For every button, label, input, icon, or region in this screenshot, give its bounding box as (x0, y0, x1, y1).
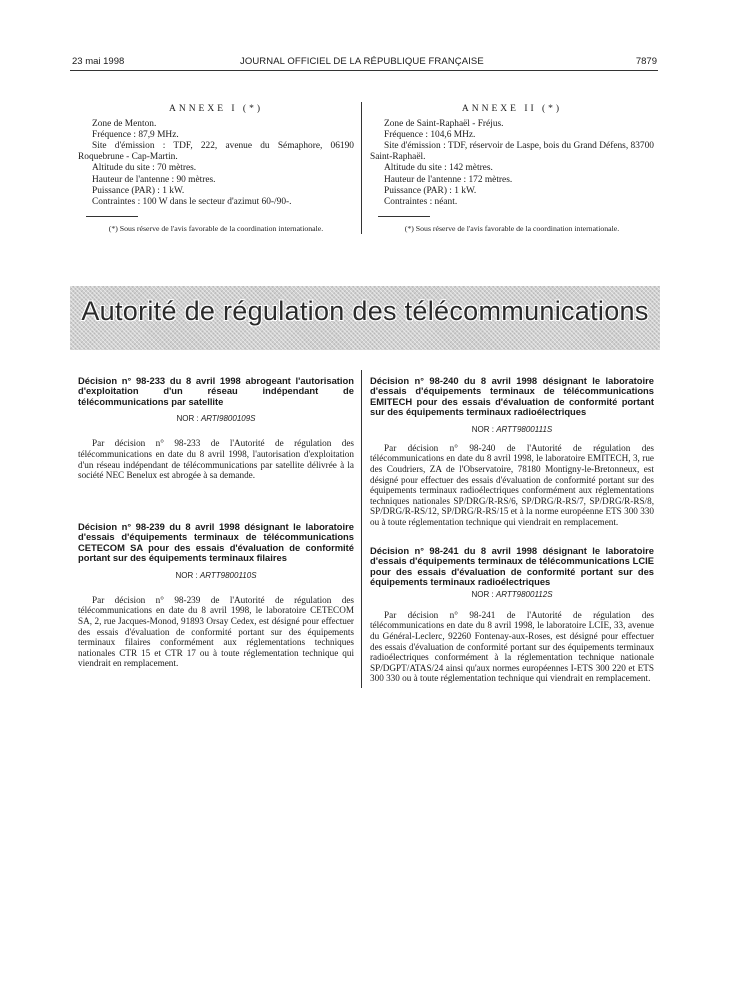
annexe-1-line: Puissance (PAR) : 1 kW. (92, 185, 185, 196)
nor-label: NOR : (471, 589, 494, 599)
annexe-2-footnote: (*) Sous réserve de l'avis favorable de la coordination internationale. (404, 223, 620, 233)
annexe-1-line: Zone de Menton. (92, 119, 157, 130)
annexe-1-footnote: (*) Sous réserve de l'avis favorable de la coordination internationale. (108, 223, 324, 233)
nor-reference (370, 589, 654, 600)
header-journal-title: JOURNAL OFFICIEL DE LA RÉPUBLIQUE FRANÇAISE (240, 56, 484, 67)
nor-reference (370, 424, 654, 435)
annexe-2-title: ANNEXE II (*) (461, 104, 563, 114)
nor-label: NOR : (176, 414, 199, 424)
annexe-2 (370, 104, 654, 234)
decision-98-241 (370, 546, 654, 684)
decision-body: Par décision n° 98-241 de l'Autorité de régulation des télécommunications en date du 8 avril 1998, le laboratoire LCIE, 33, avenue du Général-Leclerc, 92260 Fontenay-aux-Roses, est désigné pour effectuer des essais d'évaluation de conformité portant sur des équipements terminaux radioélectriques conformément à la réglementation technique nationale SP/DGPT/ATAS/24 ainsi qu'aux normes européennes I-ETS 300 220 et ETS 300 330 ou à toute réglementation technique qui viendrait en remplacement. (370, 609, 654, 684)
decision-98-233 (78, 376, 354, 481)
nor-label: NOR : (175, 570, 198, 580)
nor-code: ARTI9800109S (200, 414, 256, 424)
header-date: 23 mai 1998 (72, 56, 125, 67)
annexe-1-line: Site d'émission : TDF, 222, avenue du Sémaphore, 06190 Roquebrune - Cap-Martin. (78, 141, 354, 163)
nor-code: ARTT9800110S (199, 570, 257, 580)
annexe-2-line: Contraintes : néant. (384, 196, 458, 207)
annexe-1 (78, 104, 354, 234)
annexe-2-line: Site d'émission : TDF, réservoir de Laspe, bois du Grand Défens, 83700 Saint-Raphaël. (370, 141, 654, 163)
annexe-1-line: Altitude du site : 70 mètres. (92, 163, 197, 174)
annexe-2-line: Hauteur de l'antenne : 172 mètres. (384, 174, 513, 185)
annexe-2-line: Puissance (PAR) : 1 kW. (384, 185, 477, 196)
annexe-1-line: Fréquence : 87,9 MHz. (92, 130, 179, 141)
decision-98-240 (370, 376, 654, 527)
decision-body: Par décision n° 98-240 de l'Autorité de régulation des télécommunications en date du 8 avril 1998, le laboratoire EMITECH, 3, rue des Coudriers, ZA de l'Observatoire, 78180 Montigny-le-Bretonneux, est désigné pour effectuer des essais d'évaluation de conformité portant sur des équipements terminaux radioélectriques conformément aux réglementations techniques nationales SP/DRG/R-RS/6, SP/DRG/R-RS/7, SP/DRG/R-RS/8, SP/DRG/R-RS/12, SP/DRG/R-RS/15 et à la norme européenne ETS 300 330 ou à toute réglementation technique qui viendrait en remplacement. (370, 442, 654, 527)
nor-reference (78, 413, 354, 424)
nor-reference (78, 570, 354, 581)
column-divider-bottom (361, 370, 362, 688)
column-divider-top (361, 102, 362, 234)
annexe-1-title: ANNEXE I (*) (168, 104, 264, 114)
annexe-2-line: Altitude du site : 142 mètres. (384, 163, 493, 174)
decision-title: Décision n° 98-241 du 8 avril 1998 désignant le laboratoire d'essais d'équipements terminaux de télécommunications LCIE pour des essais d'évaluation de conformité portant sur des équipements terminaux radioélectriques (370, 545, 654, 588)
annexe-1-line: Hauteur de l'antenne : 90 mètres. (92, 174, 216, 185)
nor-code: ARTT9800112S (495, 589, 553, 599)
nor-code: ARTT9800111S (496, 424, 553, 434)
annexe-2-line: Fréquence : 104,6 MHz. (384, 130, 476, 141)
decision-title: Décision n° 98-240 du 8 avril 1998 désignant le laboratoire d'essais d'équipements terminaux de télécommunications EMITECH pour des essais d'évaluation de conformité portant sur des équipements terminaux radioélectriques (370, 375, 654, 418)
decision-body: Par décision n° 98-233 de l'Autorité de régulation des télécommunications en date du 8 avril 1998, l'autorisation d'exploitation d'un réseau indépendant de télécommunications par satellite délivrée à la société NEC Benelux est abrogée à sa demande. (78, 438, 354, 481)
footnote-rule (86, 216, 138, 217)
decision-body: Par décision n° 98-239 de l'Autorité de régulation des télécommunications en date du 8 avril 1998, le laboratoire CETECOM SA, 2, rue Jacques-Monod, 91893 Orsay Cedex, est désigné pour effectuer des essais d'évaluation de conformité portant sur des équipements terminaux filaires conformément aux réglementations techniques nationales CTR 15 et CTR 17 ou à toute réglementation technique qui viendrait en remplacement. (78, 594, 354, 669)
decision-title: Décision n° 98-233 du 8 avril 1998 abrogeant l'autorisation d'exploitation d'un réseau indépendant de télécommunications par satellite (78, 375, 354, 407)
annexe-2-line: Zone de Saint-Raphaël - Fréjus. (384, 119, 504, 130)
section-banner (70, 286, 660, 350)
header-page-number: 7879 (635, 56, 657, 67)
annexe-1-line: Contraintes : 100 W dans le secteur d'azimut 60-/90-. (92, 196, 292, 207)
section-banner-title: Autorité de régulation des télécommunications (81, 296, 649, 326)
footnote-rule (378, 216, 430, 217)
header-rule (70, 70, 658, 71)
nor-label: NOR : (471, 424, 494, 434)
decision-98-239 (78, 522, 354, 669)
decision-title: Décision n° 98-239 du 8 avril 1998 désignant le laboratoire d'essais d'équipements terminaux de télécommunications CETECOM SA pour des essais d'évaluation de conformité portant sur des équipements terminaux filaires (78, 521, 354, 564)
